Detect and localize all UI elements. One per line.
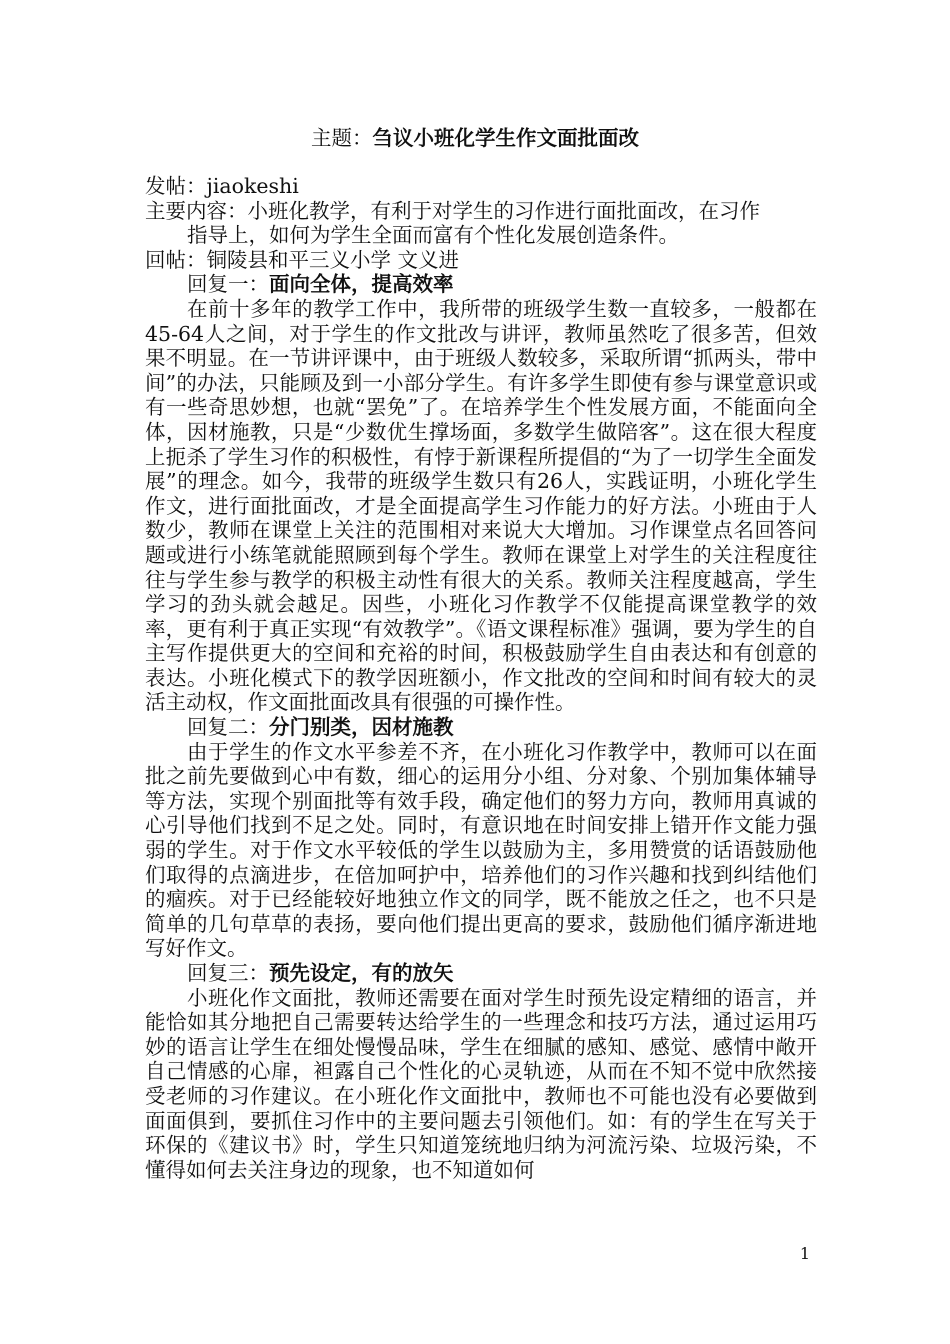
summary-continuation: 指导上，如何为学生全面而富有个性化发展创造条件。 (187, 223, 679, 248)
document-body (145, 174, 817, 1182)
page-number: 1 (799, 1244, 810, 1263)
title-prefix: 主题： (311, 126, 373, 150)
poster-line: 发帖：jiaokeshi (145, 174, 299, 198)
reply-1-body: 在前十多年的教学工作中，我所带的班级学生数一直较多，一般都在45-64人之间，对于学生的作文批改与讲评，教师虽然吃了很多苦，但效果不明显。在一节讲评课中，由于班级人数较多，采取所谓“抓两头，带中间”的办法，只能顾及到一小部分学生。有许多学生即使有参与课堂意识或有一些奇思妙想，也就“罢免”了。在培养学生个性发展方面，不能面向全体，因材施教，只是“少数优生撑场面，多数学生做陪客”。这在很大程度上扼杀了学生习作的积极性，有悖于新课程所提倡的“为了一切学生全面发展”的理念。如今，我带的班级学生数只有26人，实践证明，小班化学生作文，进行面批面改，才是全面提高学生习作能力的好方法。小班由于人数少，教师在课堂上关注的范围相对来说大大增加。习作课堂点名回答问题或进行小练笔就能照顾到每个学生。教师在课堂上对学生的关注程度往往与学生参与教学的积极主动性有很大的关系。教师关注程度越高，学生学习的劲头就会越足。因些，小班化习作教学不仅能提高课堂教学的效率，更有利于真正实现“有效教学”。《语文课程标准》强调，要为学生的自主写作提供更大的空间和充裕的时间，积极鼓励学生自由表达和有创意的表达。小班化模式下的教学因班额小，作文批改的空间和时间有较大的灵活主动权，作文面批面改具有很强的可操作性。 (145, 296, 817, 715)
reply-2-title: 分门别类，因材施教 (269, 715, 454, 740)
reply-3-label: 回复三： (187, 961, 269, 985)
reply-1-heading (145, 272, 817, 297)
reply-2-label: 回复二： (187, 715, 269, 740)
reply-3-body: 小班化作文面批，教师还需要在面对学生时预先设定精细的语言，并能恰如其分地把自己需要转达给学生的一些理念和技巧方法，通过运用巧妙的语言让学生在细处慢慢品味，学生在细腻的感知、感觉、感情中敞开自己情感的心扉，袒露自己个性化的心灵轨迹，从而在不知不觉中欣然接受老师的习作建议。在小班化作文面批中，教师也不可能也没有必要做到面面俱到，要抓住习作中的主要问题去引领他们。如：有的学生在写关于环保的《建议书》时，学生只知道笼统地归纳为河流污染、垃圾污染，不懂得如何去关注身边的现象，也不知道如何 (145, 985, 817, 1182)
reply-2-heading (145, 715, 817, 740)
summary-line: 主要内容：小班化教学，有利于对学生的习作进行面批面改，在习作 (145, 198, 760, 223)
document-title (0, 124, 950, 152)
replier-line: 回帖：铜陵县和平三义小学 文义进 (145, 247, 460, 272)
reply-1-title: 面向全体，提高效率 (269, 272, 454, 297)
reply-2-body: 由于学生的作文水平参差不齐，在小班化习作教学中，教师可以在面批之前先要做到心中有数，细心的运用分小组、分对象、个别加集体辅导等方法，实现个别面批等有效手段，确定他们的努力方向，教师用真诚的心引导他们找到不足之处。同时，有意识地在时间安排上错开作文能力强弱的学生。对于作文水平较低的学生以鼓励为主，多用赞赏的话语鼓励他们取得的点滴进步，在倍加呵护中，培养他们的习作兴趣和找到纠结他们的痼疾。对于已经能较好地独立作文的同学，既不能放之任之，也不只是简单的几句草草的表扬，要向他们提出更高的要求，鼓励他们循序渐进地写好作文。 (145, 739, 817, 961)
title-text: 刍议小班化学生作文面批面改 (372, 126, 639, 150)
reply-3-title: 预先设定，有的放矢 (269, 961, 454, 985)
reply-1-label: 回复一： (187, 272, 269, 297)
reply-3-heading (145, 961, 817, 986)
